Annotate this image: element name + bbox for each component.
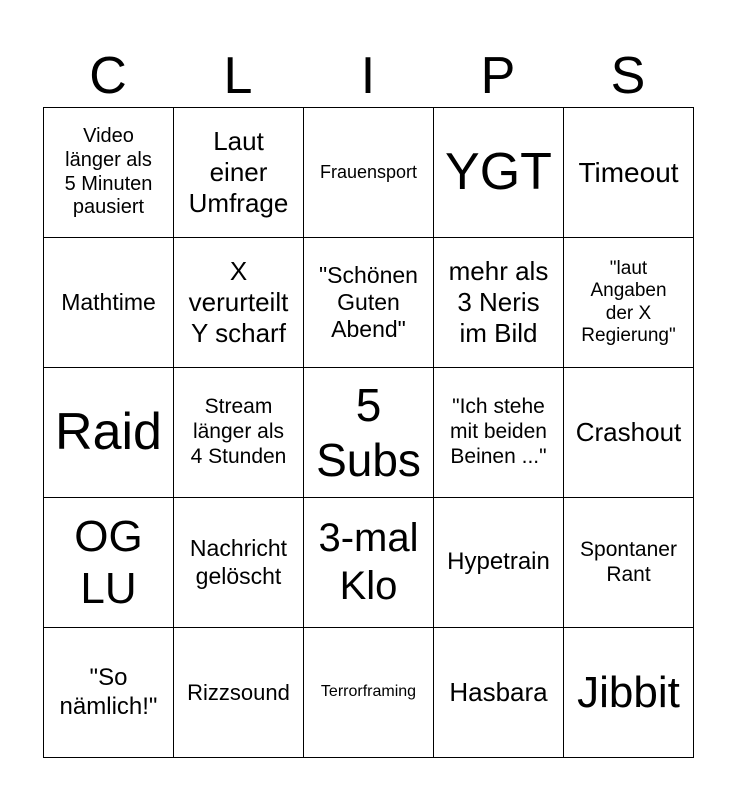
bingo-cell[interactable]: [304, 108, 434, 238]
bingo-cell-label: "laut Angaben der X Regierung": [581, 257, 676, 346]
bingo-cell[interactable]: [174, 238, 304, 368]
bingo-cell-label: Laut einer Umfrage: [188, 126, 289, 218]
header-letter-p: P: [480, 47, 516, 105]
bingo-cell-label: Stream länger als 4 Stunden: [190, 395, 287, 468]
bingo-cell-label: Hasbara: [449, 677, 548, 708]
bingo-cell[interactable]: [434, 498, 564, 628]
bingo-cell[interactable]: [434, 108, 564, 238]
bingo-header: [43, 44, 693, 108]
bingo-cell-label: Frauensport: [319, 161, 418, 182]
bingo-board: [43, 107, 694, 758]
bingo-cell-label: Crashout: [575, 417, 682, 448]
bingo-cell[interactable]: [174, 498, 304, 628]
bingo-cell-label: Raid: [55, 402, 162, 461]
bingo-cell-label: "Schönen Guten Abend": [319, 261, 418, 343]
header-letter-i: I: [360, 47, 376, 105]
bingo-cell[interactable]: [304, 498, 434, 628]
bingo-cell-label: Mathtime: [61, 288, 156, 315]
bingo-cell-label: YGT: [445, 142, 552, 201]
bingo-cell[interactable]: [434, 628, 564, 758]
bingo-cell[interactable]: [174, 628, 304, 758]
bingo-cell[interactable]: [174, 108, 304, 238]
bingo-cell-label: Nachricht gelöscht: [189, 535, 288, 589]
bingo-cell[interactable]: [564, 628, 694, 758]
bingo-cell[interactable]: [174, 368, 304, 498]
bingo-cell[interactable]: [564, 498, 694, 628]
bingo-cell[interactable]: [564, 108, 694, 238]
bingo-cell-label: OG LU: [74, 511, 143, 613]
bingo-cell-label: Timeout: [578, 156, 679, 188]
bingo-cell[interactable]: [564, 238, 694, 368]
bingo-cell[interactable]: [44, 238, 174, 368]
bingo-cell-label: Rizzsound: [187, 679, 290, 705]
bingo-cell[interactable]: [44, 628, 174, 758]
header-letter-s: S: [610, 47, 646, 105]
bingo-cell-label: Video länger als 5 Minuten pausiert: [64, 125, 153, 219]
bingo-cell-label: Terrorframing: [320, 683, 417, 701]
bingo-cell-label: Jibbit: [577, 667, 680, 717]
bingo-cell[interactable]: [564, 368, 694, 498]
bingo-cell[interactable]: [434, 238, 564, 368]
bingo-cell[interactable]: [304, 238, 434, 368]
bingo-cell-label: X verurteilt Y scharf: [188, 256, 289, 348]
header-letter-c: C: [89, 47, 127, 105]
bingo-cell-label: mehr als 3 Neris im Bild: [448, 256, 549, 348]
bingo-cell-label: Hypetrain: [447, 548, 550, 576]
bingo-cell-label: "Ich stehe mit beiden Beinen ...": [450, 395, 547, 468]
bingo-cell[interactable]: [44, 108, 174, 238]
bingo-cell[interactable]: [44, 498, 174, 628]
bingo-cell[interactable]: [304, 368, 434, 498]
header-letter-l: L: [223, 47, 253, 105]
bingo-cell-label: Spontaner Rant: [580, 537, 677, 586]
bingo-cell-label: 3-mal Klo: [318, 516, 419, 608]
bingo-cell[interactable]: [434, 368, 564, 498]
bingo-cell[interactable]: [304, 628, 434, 758]
bingo-cell[interactable]: [44, 368, 174, 498]
bingo-cell-label: "So nämlich!": [59, 664, 158, 720]
bingo-cell-label: 5 Subs: [316, 379, 421, 486]
